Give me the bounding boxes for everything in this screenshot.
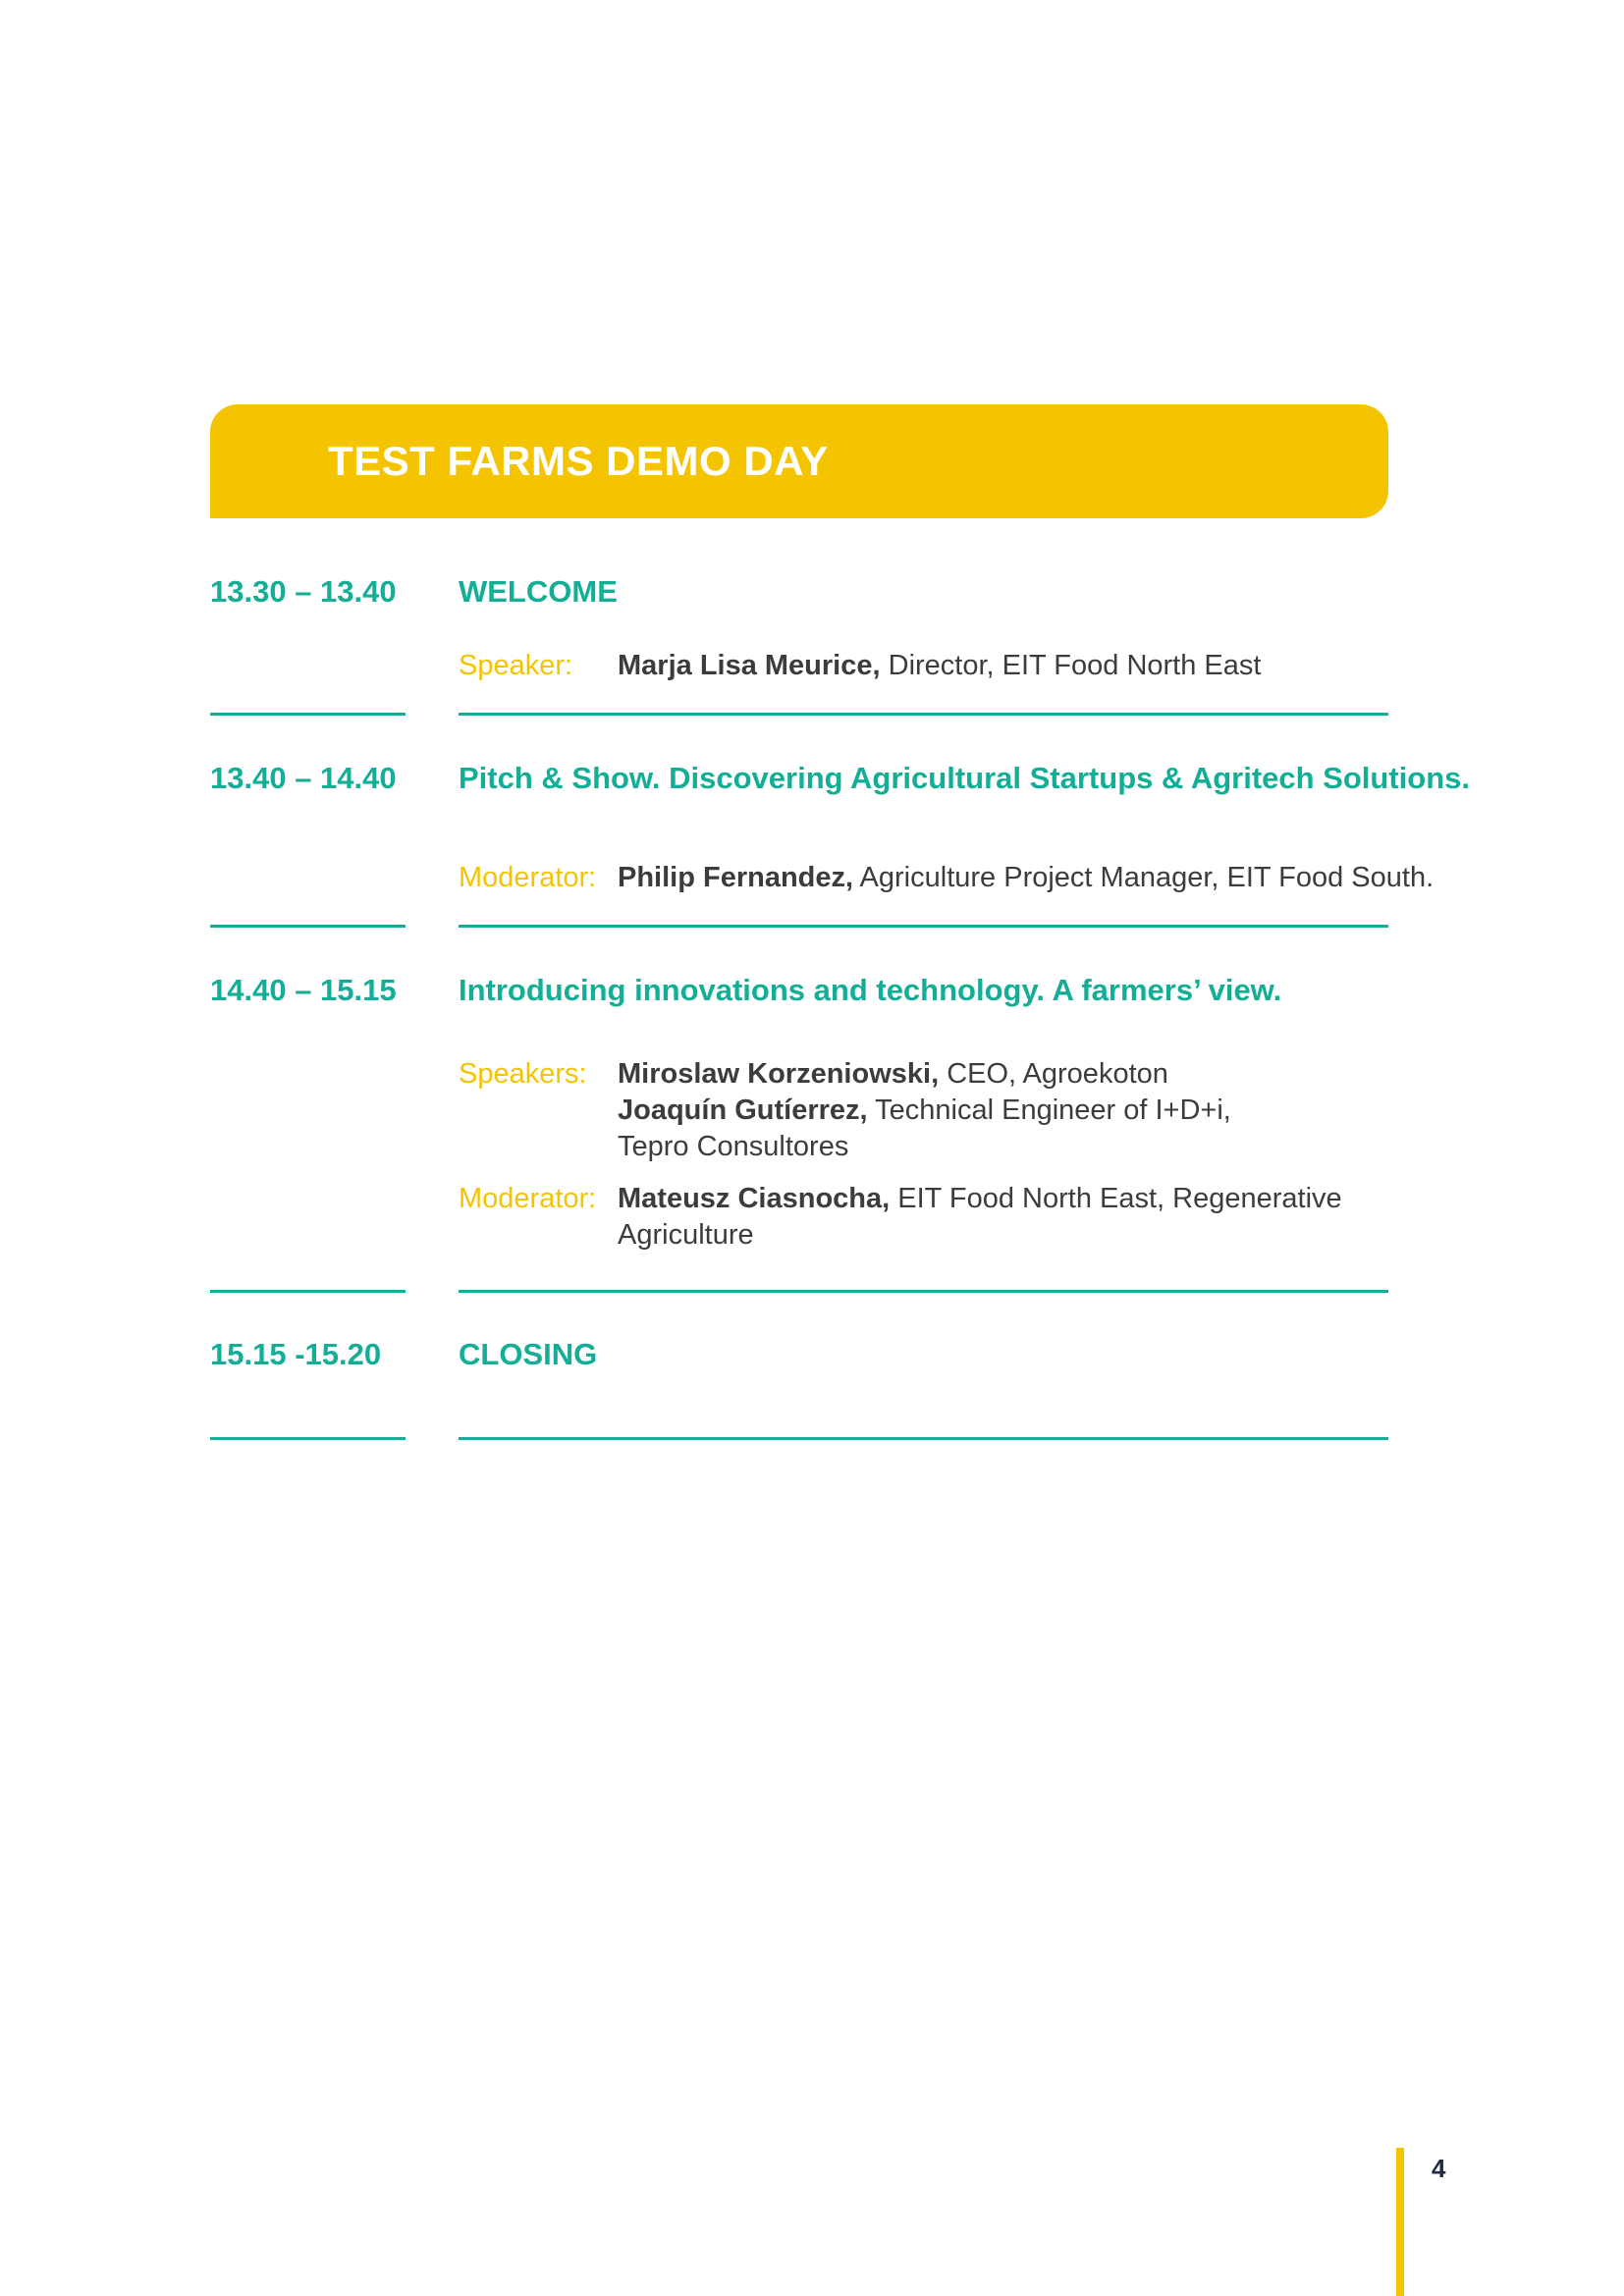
person-affiliation: EIT Food North East, Regenerative — [890, 1183, 1342, 1214]
person-name: Philip Fernandez, — [618, 862, 854, 893]
divider — [210, 925, 406, 928]
session-time: 13.30 – 13.40 — [210, 574, 397, 609]
person-affiliation: CEO, Agroekoton — [939, 1058, 1168, 1090]
person-affiliation: Technical Engineer of I+D+i, — [867, 1095, 1231, 1126]
person-name: Miroslaw Korzeniowski, — [618, 1058, 940, 1090]
page-number-bar — [1396, 2148, 1404, 2296]
divider — [459, 1437, 1388, 1440]
divider — [459, 713, 1388, 716]
session-title: CLOSING — [459, 1337, 598, 1371]
person-affiliation: Tepro Consultores — [618, 1131, 849, 1162]
session-time: 13.40 – 14.40 — [210, 761, 397, 795]
divider — [210, 1290, 406, 1293]
page-number: 4 — [1432, 2154, 1446, 2183]
role-label: Speaker: — [459, 650, 573, 681]
title-banner — [210, 404, 1388, 518]
person-name: Joaquín Gutíerrez, — [618, 1095, 868, 1126]
moderator-entry — [618, 1181, 1342, 1254]
session-title: Pitch & Show. Discovering Agricultural Startups & Agritech Solutions. — [459, 761, 1471, 795]
person-name: Marja Lisa Meurice, — [618, 650, 881, 681]
session-time: 15.15 -15.20 — [210, 1337, 382, 1371]
session-time: 14.40 – 15.15 — [210, 973, 397, 1007]
divider — [459, 1290, 1388, 1293]
person-name: Mateusz Ciasnocha, — [618, 1183, 891, 1214]
session-title: WELCOME — [459, 574, 618, 609]
person-affiliation: Agriculture Project Manager, EIT Food South. — [853, 862, 1435, 893]
moderator-entry — [618, 860, 1434, 896]
speaker-entry — [618, 648, 1261, 684]
divider — [459, 925, 1388, 928]
divider — [210, 1437, 406, 1440]
speaker-entry — [618, 1056, 1231, 1165]
role-label: Moderator: — [459, 862, 597, 893]
divider — [210, 713, 406, 716]
page-title: TEST FARMS DEMO DAY — [328, 438, 829, 484]
role-label: Moderator: — [459, 1183, 597, 1214]
person-affiliation: Director, EIT Food North East — [880, 650, 1262, 681]
person-affiliation: Agriculture — [618, 1219, 754, 1251]
session-title: Introducing innovations and technology. A farmers’ view. — [459, 973, 1282, 1007]
role-label: Speakers: — [459, 1058, 587, 1090]
